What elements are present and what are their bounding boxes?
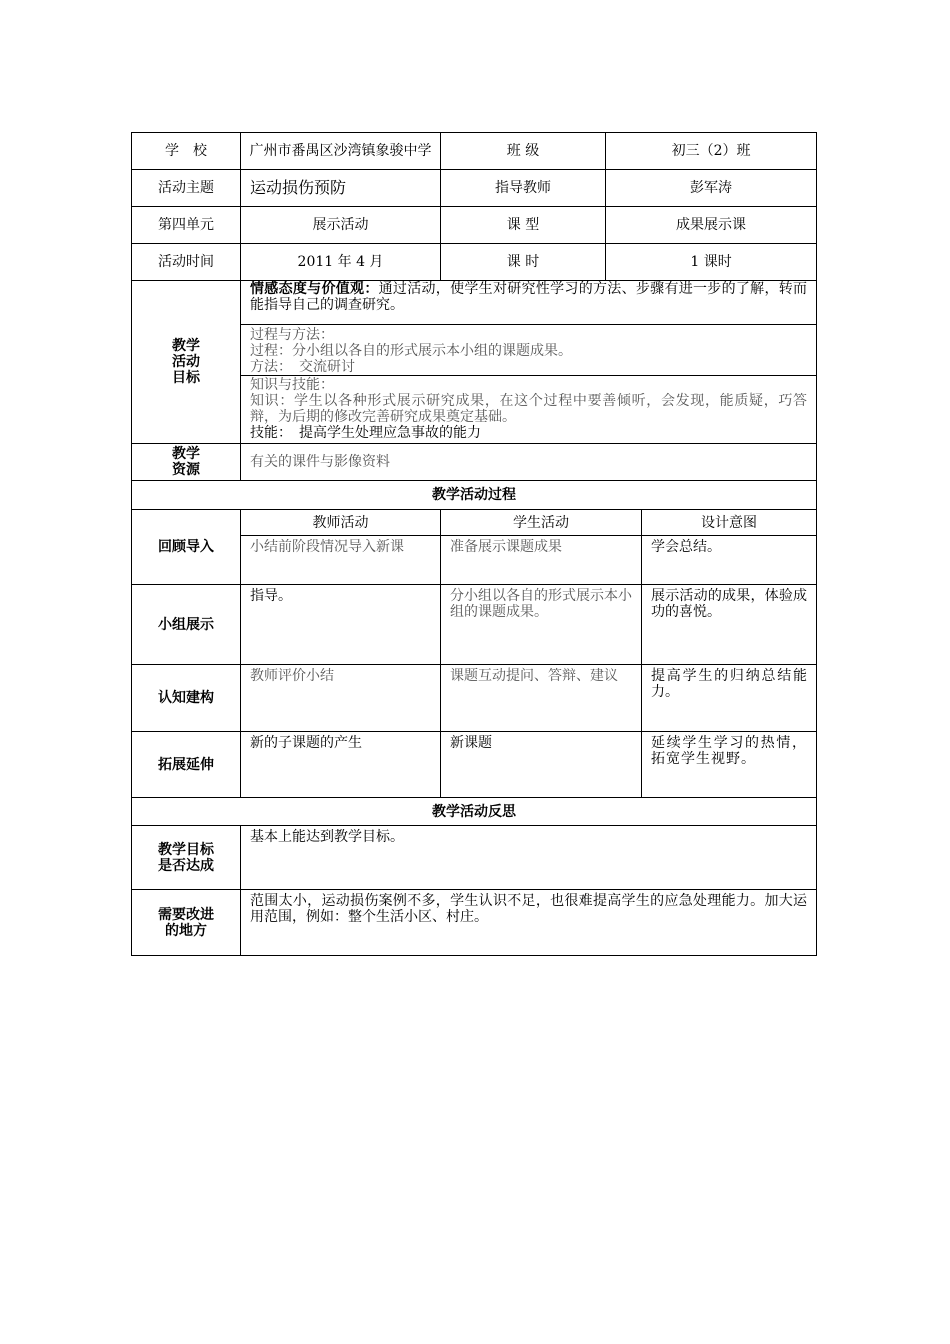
lesson-plan-table	[131, 132, 817, 956]
time-value: 2011 年 4 月	[241, 244, 441, 281]
objective-emotion-row	[132, 281, 817, 325]
review-teacher: 小结前阶段情况导入新课	[241, 536, 441, 585]
process-title: 过程与方法：	[250, 327, 334, 343]
class-value: 初三（2）班	[606, 133, 817, 170]
reflection-improve-row	[132, 890, 817, 956]
goal-text: 基本上能达到教学目标。	[241, 826, 817, 890]
stage-cognition: 认知建构	[132, 665, 241, 732]
teacher-value: 彭军涛	[606, 170, 817, 207]
period-value: 1 课时	[606, 244, 817, 281]
extend-teacher: 新的子课题的产生	[241, 732, 441, 798]
col-student: 学生活动	[441, 510, 642, 536]
stage-review: 回顾导入	[132, 510, 241, 585]
period-label: 课 时	[441, 244, 606, 281]
group-student: 分小组以各自的形式展示本小组的课题成果。	[441, 585, 642, 665]
unit-value: 展示活动	[241, 207, 441, 244]
teacher-label: 指导教师	[441, 170, 606, 207]
lesson-type-label: 课 型	[441, 207, 606, 244]
cognition-design: 提高学生的归纳总结能力。	[642, 665, 817, 732]
process-row-extend	[132, 732, 817, 798]
resources-label: 教学 资源	[132, 444, 241, 481]
resources-text: 有关的课件与影像资料	[241, 444, 817, 481]
emotion-text: 通过活动，使学生对研究性学习的方法、步骤有进一步的了解，转而能指导自己的调查研究。	[250, 281, 808, 313]
stage-group: 小组展示	[132, 585, 241, 665]
col-design: 设计意图	[642, 510, 817, 536]
process-row-group	[132, 585, 817, 665]
process-section-title-row	[132, 481, 817, 510]
header-row-theme	[132, 170, 817, 207]
process-line: 过程：分小组以各自的形式展示本小组的课题成果。	[250, 343, 572, 359]
reflection-section-title: 教学活动反思	[132, 798, 817, 826]
objective-knowledge	[241, 376, 817, 444]
cognition-teacher: 教师评价小结	[241, 665, 441, 732]
process-header-row	[132, 510, 817, 536]
extend-student: 新课题	[441, 732, 642, 798]
skill-line: 技能： 提高学生处理应急事故的能力	[250, 425, 481, 441]
improve-text: 范围太小，运动损伤案例不多，学生认识不足，也很难提高学生的应急处理能力。加大运用范围，例如：整个生活小区、村庄。	[241, 890, 817, 956]
reflection-section-title-row	[132, 798, 817, 826]
process-section-title: 教学活动过程	[132, 481, 817, 510]
unit-label: 第四单元	[132, 207, 241, 244]
review-student: 准备展示课题成果	[441, 536, 642, 585]
knowledge-line: 知识：学生以各种形式展示研究成果，在这个过程中要善倾听，会发现，能质疑，巧答辩，为后期的修改完善研究成果奠定基础。	[250, 393, 808, 425]
objectives-label: 教学 活动 目标	[132, 281, 241, 444]
stage-extend: 拓展延伸	[132, 732, 241, 798]
lesson-plan-page	[131, 132, 816, 956]
header-row-school	[132, 133, 817, 170]
objective-emotion	[241, 281, 817, 325]
group-design: 展示活动的成果，体验成功的喜悦。	[642, 585, 817, 665]
time-label: 活动时间	[132, 244, 241, 281]
group-teacher: 指导。	[241, 585, 441, 665]
process-row-cognition	[132, 665, 817, 732]
class-label: 班 级	[441, 133, 606, 170]
objective-process	[241, 325, 817, 376]
theme-label: 活动主题	[132, 170, 241, 207]
theme-value: 运动损伤预防	[241, 170, 441, 207]
review-design: 学会总结。	[642, 536, 817, 585]
lesson-type-value: 成果展示课	[606, 207, 817, 244]
extend-design: 延续学生学习的热情，拓宽学生视野。	[642, 732, 817, 798]
goal-label: 教学目标 是否达成	[132, 826, 241, 890]
school-value: 广州市番禺区沙湾镇象骏中学	[241, 133, 441, 170]
improve-label: 需要改进 的地方	[132, 890, 241, 956]
col-teacher: 教师活动	[241, 510, 441, 536]
method-line: 方法： 交流研讨	[250, 359, 355, 375]
school-label: 学 校	[132, 133, 241, 170]
emotion-title: 情感态度与价值观：	[250, 281, 379, 297]
header-row-unit	[132, 207, 817, 244]
header-row-time	[132, 244, 817, 281]
cognition-student: 课题互动提问、答辩、建议	[441, 665, 642, 732]
resources-row	[132, 444, 817, 481]
reflection-goal-row	[132, 826, 817, 890]
knowledge-title: 知识与技能：	[250, 377, 334, 393]
